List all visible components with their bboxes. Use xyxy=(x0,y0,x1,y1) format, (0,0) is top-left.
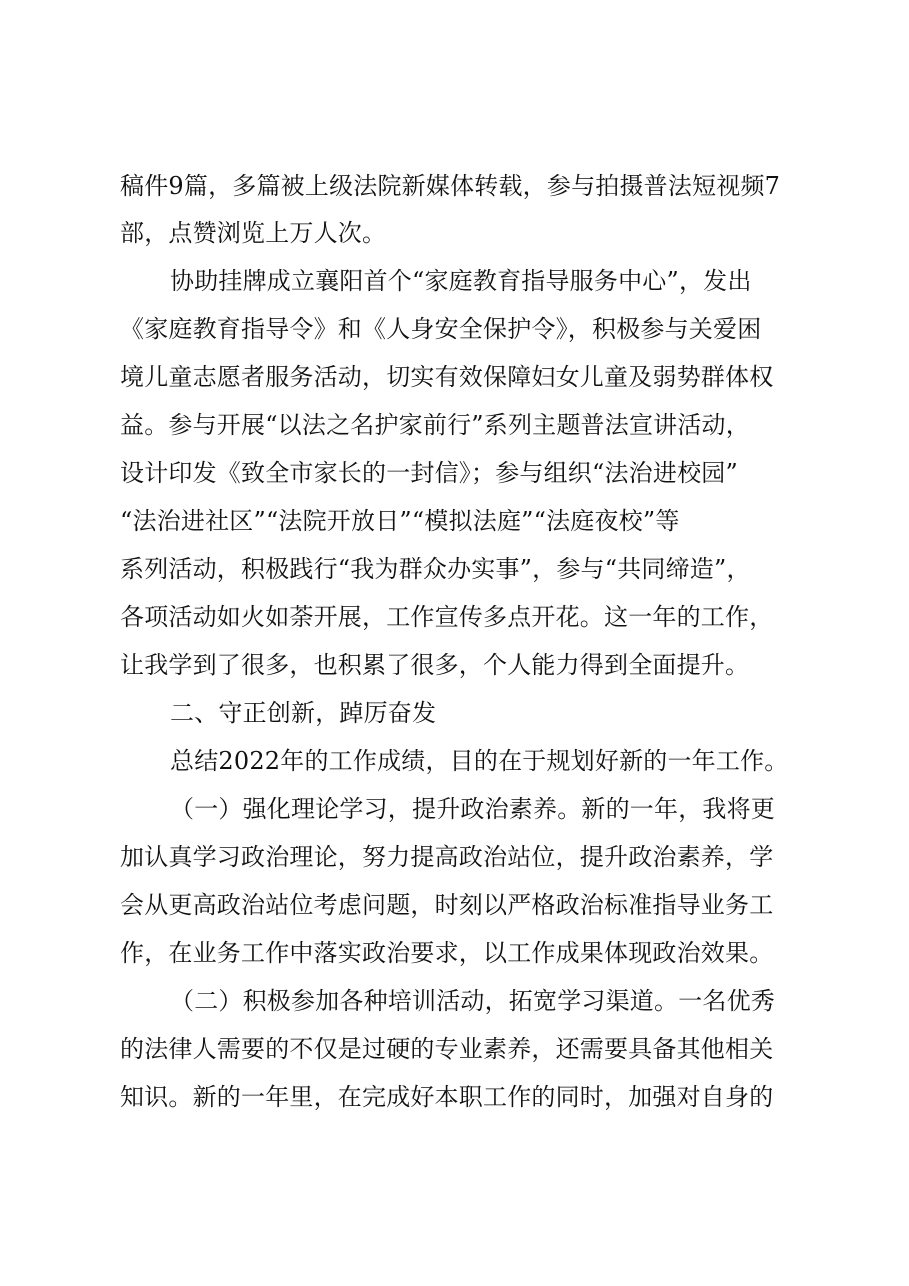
paragraph-line: 知识。新的一年里，在完成好本职工作的同时，加强对自身的 xyxy=(120,1083,774,1111)
paragraph-line: 加认真学习政治理论，努力提高政治站位，提升政治素养，学 xyxy=(120,843,774,871)
paragraph-line: “法治进社区”“法院开放日”“模拟法庭”“法庭夜校”等 xyxy=(120,507,680,535)
paragraph-line: （二）积极参加各种培训活动，拓宽学习渠道。一名优秀 xyxy=(170,987,775,1015)
section-heading: 二、守正创新，踔厉奋发 xyxy=(170,699,437,727)
paragraph-line: 益。参与开展“以法之名护家前行”系列主题普法宣讲活动， xyxy=(120,411,750,439)
paragraph-line: 系列活动，积极践行“我为群众办实事”，参与“共同缔造”， xyxy=(120,555,751,583)
paragraph-line: 的法律人需要的不仅是过硬的专业素养，还需要具备其他相关 xyxy=(120,1035,774,1063)
paragraph-line: 《家庭教育指导令》和《人身安全保护令》，积极参与关爱困 xyxy=(120,315,762,343)
paragraph-line: 作，在业务工作中落实政治要求，以工作成果体现政治效果。 xyxy=(120,939,774,967)
paragraph-line: 境儿童志愿者服务活动，切实有效保障妇女儿童及弱势群体权 xyxy=(120,363,774,391)
paragraph-line: （一）强化理论学习，提升政治素养。新的一年，我将更 xyxy=(170,795,775,823)
paragraph-line: 会从更高政治站位考虑问题，时刻以严格政治标准指导业务工 xyxy=(120,891,774,919)
paragraph-line: 协助挂牌成立襄阳首个“家庭教育指导服务中心”，发出 xyxy=(170,267,752,295)
paragraph-line: 稿件9篇，多篇被上级法院新媒体转载，参与拍摄普法短视频7 xyxy=(120,172,781,200)
paragraph-line: 设计印发《致全市家长的一封信》；参与组织“法治进校园” xyxy=(120,459,738,487)
paragraph-line: 总结2022年的工作成绩，目的在于规划好新的一年工作。 xyxy=(170,747,789,775)
paragraph-line: 部，点赞浏览上万人次。 xyxy=(120,219,387,247)
paragraph-line: 各项活动如火如荼开展，工作宣传多点开花。这一年的工作， xyxy=(120,603,774,631)
paragraph-line: 让我学到了很多，也积累了很多，个人能力得到全面提升。 xyxy=(120,651,750,679)
